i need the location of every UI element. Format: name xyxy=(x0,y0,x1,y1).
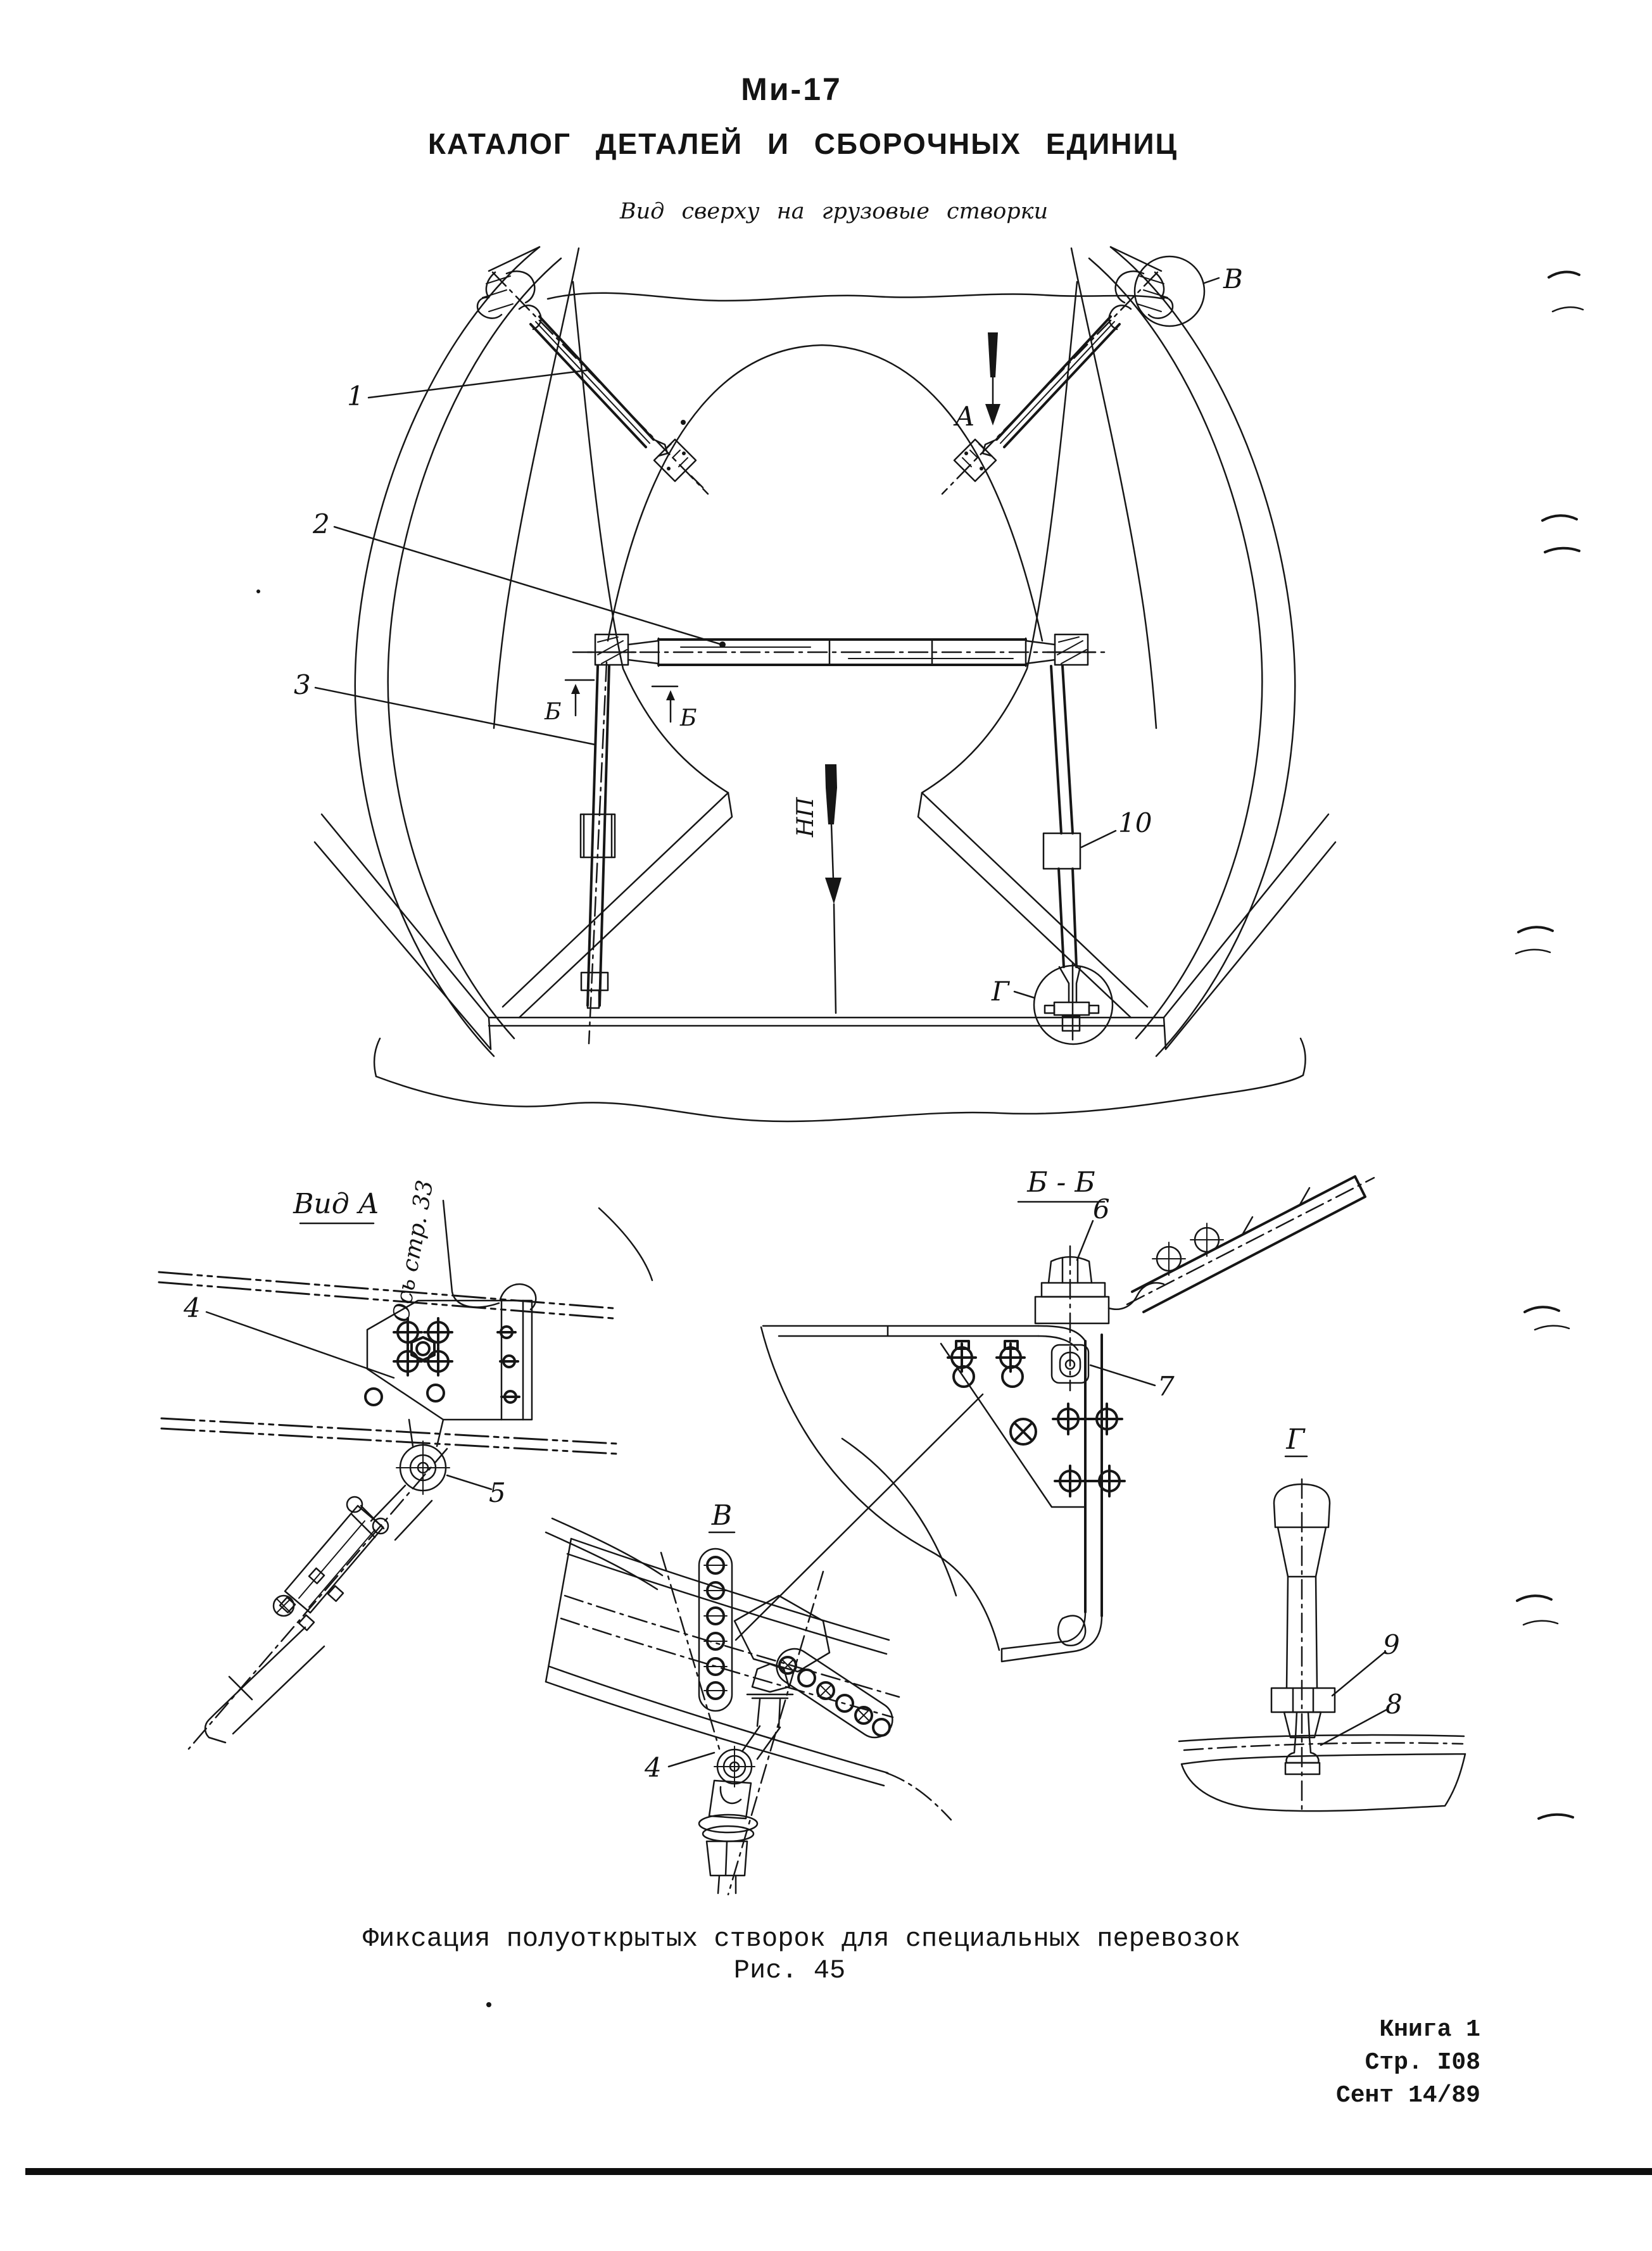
rod-2 xyxy=(573,634,1105,666)
view-g-title: Г xyxy=(1286,1423,1305,1456)
np-label: НП xyxy=(793,797,819,837)
view-a-rod xyxy=(189,1420,450,1749)
callout-1: 1 xyxy=(347,381,364,412)
catalog-title: КАТАЛОГ ДЕТАЛЕЙ И СБОРОЧНЫХ ЕДИНИЦ xyxy=(427,127,1178,160)
footer-date: Сент 14/89 xyxy=(1335,2082,1480,2109)
axis-note: Ось стр. 33 xyxy=(388,1178,439,1325)
view-note: Вид сверху на грузовые створки xyxy=(619,199,1049,224)
view-v xyxy=(546,1394,983,1895)
gusset-bolts xyxy=(948,1341,1125,1496)
callout-7: 7 xyxy=(1157,1371,1175,1402)
detail-v-label: В xyxy=(1223,263,1243,294)
view-g-callout-8: 8 xyxy=(1385,1689,1403,1720)
view-g xyxy=(1179,1423,1465,1815)
hole-chain-diagonal xyxy=(779,1657,890,1736)
view-arrow-a xyxy=(985,332,1000,426)
view-v-title: В xyxy=(711,1499,733,1532)
footer-block xyxy=(1336,2014,1480,2112)
section-bb-title: Б - Б xyxy=(1027,1166,1095,1199)
callout-6: 6 xyxy=(1093,1194,1110,1225)
rod-10 xyxy=(1044,666,1099,1040)
section-mark-b-left xyxy=(565,680,594,716)
callout-10: 10 xyxy=(1118,807,1152,838)
view-a-callout-4: 4 xyxy=(184,1292,201,1323)
arrow-a-label: А xyxy=(955,401,975,432)
hole-chain-vertical xyxy=(704,1557,727,1699)
figure-caption: Фиксация полуоткрытых створок для специальных перевозок xyxy=(362,1924,1241,1954)
footer-book: Книга 1 xyxy=(1379,2016,1480,2043)
page-title: Ми-17 xyxy=(741,72,842,107)
detail-g-label: Г xyxy=(992,976,1009,1007)
rod-1-left xyxy=(477,271,708,494)
callout-2: 2 xyxy=(313,508,330,539)
bracket-bolts xyxy=(365,1318,519,1405)
bottom-rule xyxy=(25,2168,1652,2175)
main-top-view xyxy=(294,247,1335,1121)
view-a-title: Вид А xyxy=(293,1188,379,1220)
binding-marks xyxy=(1516,272,1583,1819)
view-a-callout-5: 5 xyxy=(489,1477,506,1508)
section-mark-b-right xyxy=(652,686,678,722)
detail-circle-v xyxy=(1135,256,1204,326)
view-g-callout-9: 9 xyxy=(1383,1629,1400,1660)
section-b-left-label: Б xyxy=(545,699,562,725)
section-bb xyxy=(761,1166,1374,1661)
view-v-callout-4: 4 xyxy=(645,1752,662,1783)
rod-3 xyxy=(581,662,615,1044)
section-b-right-label: Б xyxy=(680,705,697,731)
np-arrow xyxy=(825,764,842,1013)
callout-3: 3 xyxy=(294,669,311,700)
figure-number: Рис. 45 xyxy=(733,1955,846,1986)
view-a xyxy=(159,1178,662,1749)
footer-page: Стр. I08 xyxy=(1365,2049,1480,2076)
